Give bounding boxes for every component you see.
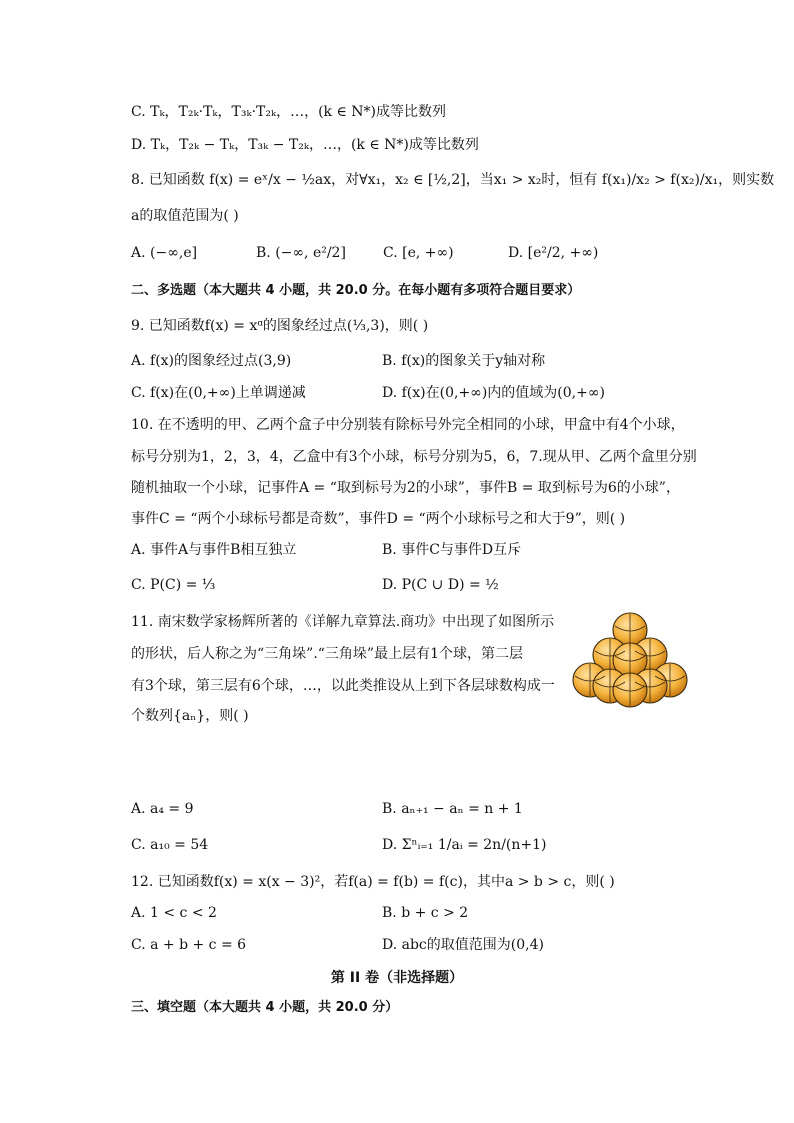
q11-option-b: B. aₙ₊₁ − aₙ = n + 1 — [382, 801, 523, 817]
q8-option-a: A. (−∞,e] — [131, 245, 198, 261]
q8-option-d: D. [e²/2, +∞) — [508, 245, 599, 261]
q10-option-c: C. P(C) = ⅓ — [131, 577, 216, 593]
question-10-l1: 10. 在不透明的甲、乙两个盒子中分别装有除标号外完全相同的小球，甲盒中有4个小球， — [131, 417, 685, 433]
q11-option-d: D. Σⁿᵢ₌₁ 1/aᵢ = 2n/(n+1) — [382, 837, 547, 853]
q10-option-d: D. P(C ∪ D) = ½ — [382, 577, 499, 593]
question-8: 8. 已知函数 f(x) = eˣ/x − ½ax，对∀x₁，x₂ ∈ [½,2]，当x₁ > x₂时，恒有 f(x₁)/x₂ > f(x₂)/x₁，则实数 — [131, 172, 775, 188]
q9-option-a: A. f(x)的图象经过点(3,9) — [131, 353, 292, 369]
q8-option-c: C. [e, +∞) — [383, 245, 454, 261]
q9-option-b: B. f(x)的图象关于y轴对称 — [382, 353, 546, 369]
line-q7c: C. Tₖ，T₂ₖ·Tₖ，T₃ₖ·T₂ₖ，…，(k ∈ N*)成等比数列 — [131, 104, 446, 120]
section-fill-in: 三、填空题（本大题共 4 小题，共 20.0 分） — [131, 1000, 399, 1015]
part-two-title: 第 II 卷（非选择题） — [330, 970, 464, 986]
question-10-l3: 随机抽取一个小球，记事件A = “取到标号为2的小球”，事件B = 取到标号为6的小球”， — [131, 480, 680, 496]
question-11-l1: 11. 南宋数学家杨辉所著的《详解九章算法.商功》中出现了如图所示 — [131, 614, 555, 630]
q9-option-c: C. f(x)在(0,+∞)上单调递减 — [131, 385, 306, 401]
question-11-l4: 个数列{aₙ}，则( ) — [131, 708, 249, 724]
q8-option-b: B. (−∞, e²/2] — [256, 245, 346, 261]
q10-option-b: B. 事件C与事件D互斥 — [382, 542, 522, 558]
question-8-cont: a的取值范围为( ) — [131, 208, 239, 224]
question-12: 12. 已知函数f(x) = x(x − 3)²，若f(a) = f(b) = f(c)，其中a > b > c，则( ) — [131, 874, 615, 890]
q12-option-c: C. a + b + c = 6 — [131, 937, 247, 953]
question-10-l4: 事件C = “两个小球标号都是奇数”，事件D = “两个小球标号之和大于9”，则( ) — [131, 511, 626, 527]
question-11-l3: 有3个球，第三层有6个球，…，以此类推设从上到下各层球数构成一 — [131, 678, 555, 694]
ball-stack-figure — [570, 612, 692, 712]
section-multiple-choice: 二、多选题（本大题共 4 小题，共 20.0 分。在每小题有多项符合题目要求） — [131, 283, 581, 298]
q12-option-d: D. abc的取值范围为(0,4) — [382, 937, 544, 953]
q10-option-a: A. 事件A与事件B相互独立 — [131, 542, 297, 558]
question-9: 9. 已知函数f(x) = xᵅ的图象经过点(⅓,3)，则( ) — [131, 318, 429, 334]
q12-option-b: B. b + c > 2 — [382, 905, 469, 921]
q12-option-a: A. 1 < c < 2 — [131, 905, 217, 921]
q11-option-c: C. a₁₀ = 54 — [131, 837, 209, 853]
question-11-l2: 的形状，后人称之为“三角垛”.“三角垛”最上层有1个球，第二层 — [131, 646, 523, 662]
q9-option-d: D. f(x)在(0,+∞)内的值域为(0,+∞) — [382, 385, 605, 401]
question-10-l2: 标号分别为1，2，3，4，乙盒中有3个小球，标号分别为5，6，7.现从甲、乙两个盒里分别 — [131, 449, 697, 465]
q11-option-a: A. a₄ = 9 — [131, 801, 194, 817]
line-q7d: D. Tₖ，T₂ₖ − Tₖ，T₃ₖ − T₂ₖ，…，(k ∈ N*)成等比数列 — [131, 137, 479, 153]
